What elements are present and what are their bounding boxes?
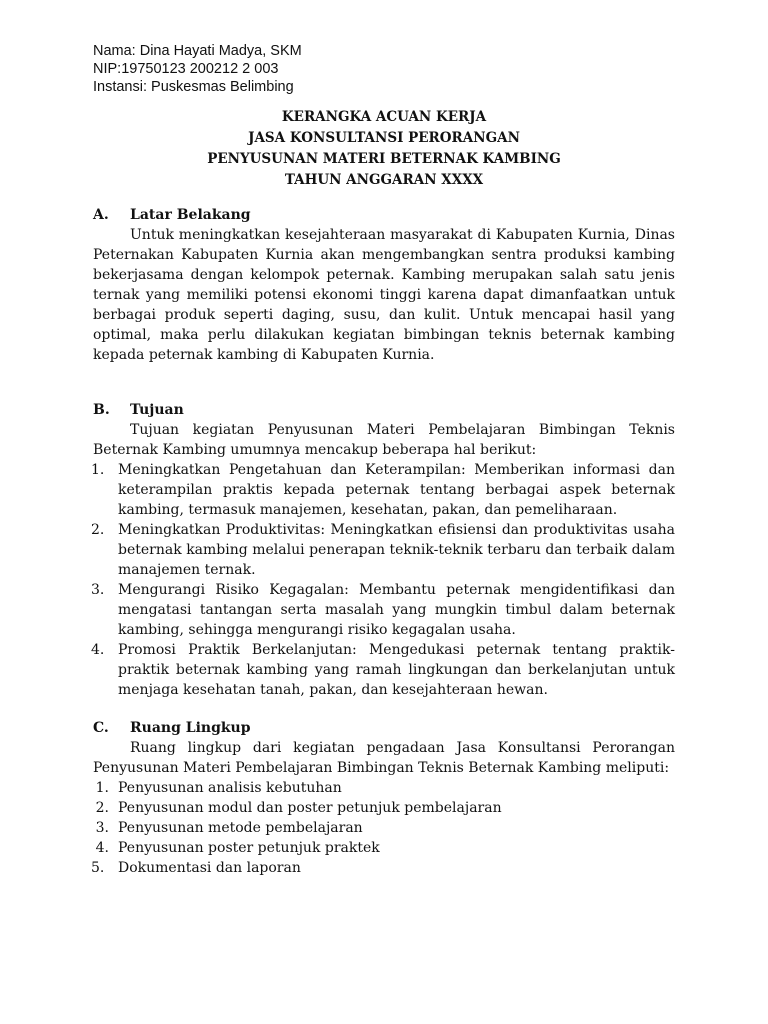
section-c-heading xyxy=(93,718,675,738)
title-line-1: KERANGKA ACUAN KERJA xyxy=(281,109,487,125)
section-a-letter: A. xyxy=(93,207,109,223)
list-item xyxy=(93,778,675,798)
list-item-number: 3. xyxy=(95,820,109,836)
list-item-number: 1. xyxy=(91,462,105,478)
section-b-letter: B. xyxy=(93,402,110,418)
author-info xyxy=(93,42,302,96)
list-item xyxy=(93,520,675,580)
section-c-intro: Ruang lingkup dari kegiatan pengadaan Jasa Konsultansi Perorangan Penyusunan Materi Pembelajaran Bimbingan Teknis Beternak Kambing meliputi: xyxy=(93,740,675,776)
title-line-4: TAHUN ANGGARAN XXXX xyxy=(284,172,484,188)
section-c-title: Ruang Lingkup xyxy=(130,720,251,736)
list-item-text: Meningkatkan Produktivitas: Meningkatkan efisiensi dan produktivitas usaha beternak kambing melalui penerapan teknik-teknik terbaru dan terbaik dalam manajemen ternak. xyxy=(118,522,675,578)
section-b-heading xyxy=(93,400,675,420)
list-item-number: 3. xyxy=(91,582,105,598)
section-c-list xyxy=(93,778,675,878)
list-item-number: 4. xyxy=(91,642,105,658)
title-line-2: JASA KONSULTANSI PERORANGAN xyxy=(248,130,520,146)
author-name: Nama: Dina Hayati Madya, SKM xyxy=(93,43,302,59)
document-body xyxy=(93,205,675,878)
list-item-number: 5. xyxy=(91,860,105,876)
list-item-text: Meningkatkan Pengetahuan dan Keterampilan: Memberikan informasi dan keterampilan praktis kepada peternak tentang berbagai aspek beternak kambing, termasuk manajemen, kesehatan, pakan, dan pemeliharaan. xyxy=(118,462,675,518)
section-a-paragraph: Untuk meningkatkan kesejahteraan masyarakat di Kabupaten Kurnia, Dinas Peternakan Kabupaten Kurnia akan mengembangkan sentra produksi kambing bekerjasama dengan kelompok peternak. Kambing merupakan salah satu jenis ternak yang memiliki potensi ekonomi tinggi karena dapat dimanfaatkan untuk berbagai produk seperti daging, susu, dan kulit. Untuk mencapai hasil yang optimal, maka perlu dilakukan kegiatan bimbingan teknis beternak kambing kepada peternak kambing di Kabupaten Kurnia. xyxy=(93,227,675,363)
list-item-text: Penyusunan poster petunjuk praktek xyxy=(118,840,380,856)
list-item xyxy=(93,798,675,818)
list-item-text: Promosi Praktik Berkelanjutan: Mengedukasi peternak tentang praktik-praktik beternak kambing yang ramah lingkungan dan berkelanjutan untuk menjaga kesehatan tanah, pakan, dan kesejahteraan hewan. xyxy=(118,642,675,698)
author-institution: Instansi: Puskesmas Belimbing xyxy=(93,79,294,95)
list-item-number: 1. xyxy=(95,780,109,796)
section-a-title: Latar Belakang xyxy=(130,207,251,223)
list-item-text: Penyusunan analisis kebutuhan xyxy=(118,780,342,796)
list-item xyxy=(93,858,675,878)
list-item xyxy=(93,838,675,858)
section-a-heading xyxy=(93,205,675,225)
document-title xyxy=(93,107,675,191)
list-item-text: Penyusunan metode pembelajaran xyxy=(118,820,363,836)
list-item-number: 4. xyxy=(95,840,109,856)
list-item xyxy=(93,640,675,700)
section-b-title: Tujuan xyxy=(130,402,184,418)
author-nip: NIP:19750123 200212 2 003 xyxy=(93,61,279,77)
section-c-letter: C. xyxy=(93,720,109,736)
list-item-number: 2. xyxy=(95,800,109,816)
list-item-text: Mengurangi Risiko Kegagalan: Membantu peternak mengidentifikasi dan mengatasi tantangan serta masalah yang mungkin timbul dalam beternak kambing, sehingga mengurangi risiko kegagalan usaha. xyxy=(118,582,675,638)
list-item xyxy=(93,580,675,640)
section-b-list xyxy=(93,460,675,700)
list-item xyxy=(93,818,675,838)
list-item-text: Penyusunan modul dan poster petunjuk pembelajaran xyxy=(118,800,502,816)
title-line-3: PENYUSUNAN MATERI BETERNAK KAMBING xyxy=(207,151,561,167)
section-b-intro: Tujuan kegiatan Penyusunan Materi Pembelajaran Bimbingan Teknis Beternak Kambing umumnya mencakup beberapa hal berikut: xyxy=(93,422,675,458)
list-item-text: Dokumentasi dan laporan xyxy=(118,860,301,876)
list-item xyxy=(93,460,675,520)
list-item-number: 2. xyxy=(91,522,105,538)
